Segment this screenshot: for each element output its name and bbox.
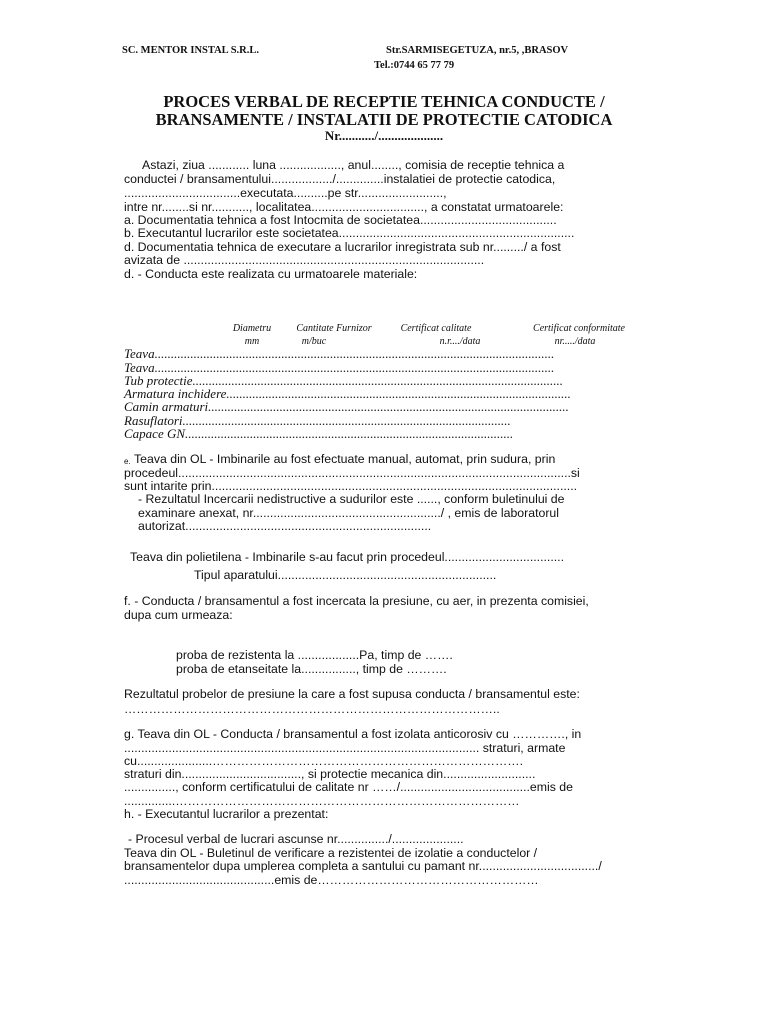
section-e-pe2: Tipul aparatului................................................................ — [194, 568, 497, 582]
section-f-line1: f. - Conducta / bransamentul a fost incercata la presiune, cu aer, in prezenta comisiei, — [124, 594, 589, 608]
col-diameter-label: Diametru — [232, 323, 272, 334]
item-a: a. Documentatia tehnica a fost Intocmita de societatea........................................ — [124, 213, 557, 227]
document-title-line2: BRANSAMENTE / INSTALATII DE PROTECTIE CATODICA — [155, 110, 613, 129]
section-h-line4: bransamentelor dupa umplerea completa a santului cu pamant nr.................................../ — [124, 859, 602, 873]
section-e-pe1: Teava din polietilena - Imbinarile s-au facut prin procedeul................................... — [130, 550, 565, 564]
section-h-line3: Teava din OL - Buletinul de verificare a rezistentei de izolatie a conductelor / — [124, 846, 538, 860]
section-e-line5: examinare anexat, nr......................................................./ , emis de laboratorul — [138, 506, 559, 520]
material-row-teava-1: Teava........................................................................................................................... — [124, 346, 555, 361]
section-h-line5: ............................................emis de……………………………………………… — [124, 873, 539, 887]
section-f-result-label: Rezultatul probelor de presiune la care a fost supusa conducta / bransamentul este: — [124, 687, 580, 701]
section-h-line1: h. - Executantul lucrarilor a prezentat: — [124, 807, 329, 821]
document-title-line1: PROCES VERBAL DE RECEPTIE TEHNICA CONDUCTE / — [163, 92, 605, 111]
item-d-line2: avizata de ........................................................................................ — [124, 253, 485, 267]
section-g-line5: ..............., conform certificatului de calitate nr ……/......................................emis de — [124, 780, 573, 794]
document-number: Nr.........../.................... — [324, 128, 444, 143]
company-phone: Tel.:0744 65 77 79 — [374, 60, 455, 71]
material-row-rasuflatori: Rasuflatori..................................................................................................... — [124, 413, 511, 428]
col-diameter-unit: mm — [244, 336, 260, 347]
section-g-line4: straturi din..................................., si protectie mecanica din........................... — [124, 767, 536, 781]
material-row-tub-protectie: Tub protectie.................................................................................................................. — [124, 373, 563, 388]
col-quantity-unit: m/buc — [301, 336, 327, 347]
item-d-line1: d. Documentatia tehnica de executare a lucrarilor inregistrata sub nr........./ a fost — [124, 240, 561, 254]
section-e-prefix: e. — [124, 457, 131, 466]
material-row-armatura: Armatura inchidere.......................................................................................................... — [124, 386, 571, 401]
intro-line4: intre nr........si nr..........., localitatea................................., a constatat urmatoarele: — [124, 200, 564, 214]
company-name: SC. MENTOR INSTAL S.R.L. — [122, 45, 260, 56]
section-f-proba-rezistenta: proba de rezistenta la ..................Pa, timp de ……. — [176, 648, 453, 662]
section-h-line2: - Procesul verbal de lucrari ascunse nr.............../..................... — [128, 832, 464, 846]
col-conformity-cert-label: Certificat conformitate — [533, 323, 625, 334]
section-f-line2: dupa cum urmeaza: — [124, 608, 233, 622]
section-e-line6: autorizat........................................................................ — [138, 519, 432, 533]
col-conformity-cert-sub: nr...../data — [554, 336, 596, 347]
section-g-line3: cu......................…………………………………………………………………. — [124, 754, 523, 768]
section-e-line1: Teava din OL - Imbinarile au fost efectuate manual, automat, prin sudura, prin — [134, 452, 556, 466]
section-e-line2: procedeul...................................................................................................................si — [124, 466, 580, 480]
col-quantity-label: Cantitate Furnizor — [296, 323, 372, 334]
material-row-capace: Capace GN..................................................................................................... — [124, 426, 514, 441]
intro-line1: Astazi, ziua ............ luna .................., anul........, comisia de receptie tehnica a — [142, 158, 565, 172]
intro-line3: ..................................executata..........pe str........................., — [124, 186, 447, 200]
col-quality-cert-sub: n.r..../data — [439, 336, 481, 347]
company-address: Str.SARMISEGETUZA, nr.5, ,BRASOV — [386, 45, 569, 56]
intro-line2: conductei / bransamentului................../..............instalatiei de protectie catodica, — [124, 172, 556, 186]
item-b: b. Executantul lucrarilor este societatea..................................................................... — [124, 226, 575, 240]
section-g-line2: ........................................................................................................ straturi, armate — [124, 741, 566, 755]
col-quality-cert-label: Certificat calitate — [400, 323, 472, 334]
section-g-line6: ...............………………………………………………………………………… — [124, 794, 520, 808]
item-d-materials: d. - Conducta este realizata cu urmatoarele materiale: — [124, 267, 418, 281]
material-row-camin: Camin armaturi............................................................................................................... — [124, 399, 569, 414]
section-g-line1: g. Teava din OL - Conducta / bransamentul a fost izolata anticorosiv cu …………., in — [124, 727, 582, 741]
section-f-result-value: ……………………………………………………………………………….. — [124, 702, 500, 716]
material-row-teava-2: Teava........................................................................................................................... — [124, 360, 555, 375]
section-f-proba-etanseitate: proba de etanseitate la................, timp de ………. — [176, 662, 447, 676]
section-e-line3: sunt intarite prin........................................................................................................... — [124, 479, 578, 493]
section-e-line4: - Rezultatul Incercarii nedistructive a sudurilor este ......, conform buletinului de — [138, 492, 565, 506]
